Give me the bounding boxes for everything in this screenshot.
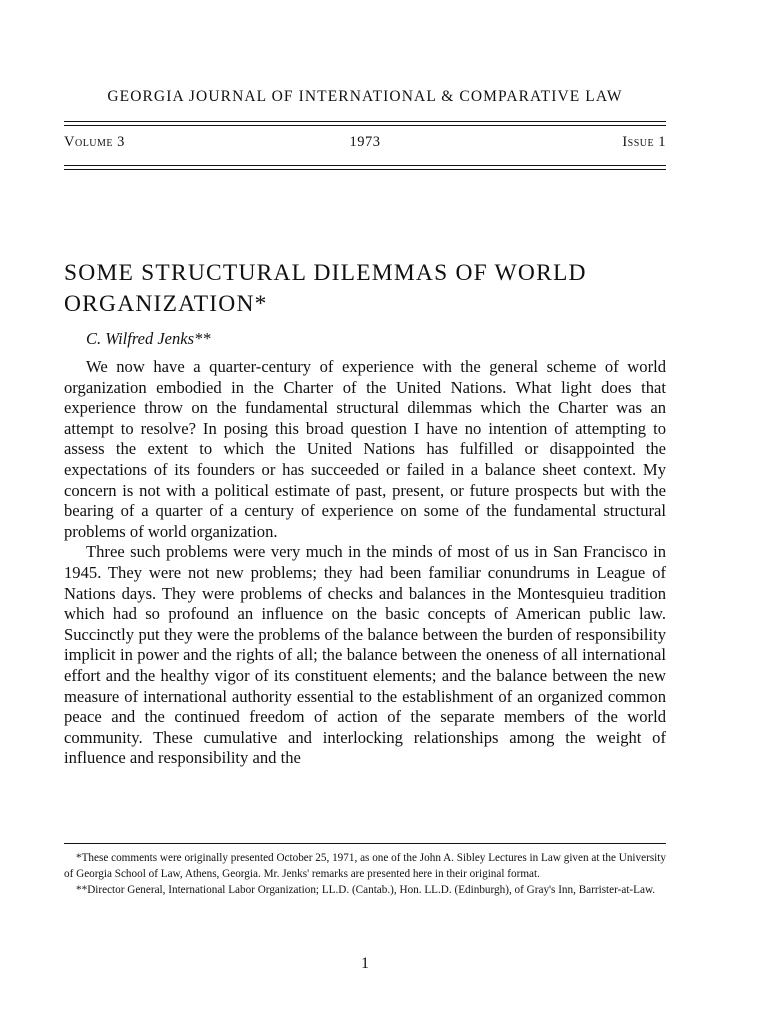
- volume-label: Volume 3: [64, 134, 125, 150]
- footnotes: [64, 851, 666, 898]
- author-name: C. Wilfred Jenks**: [86, 329, 211, 348]
- footnote: **Director General, International Labor Organization; LL.D. (Cantab.), Hon. LL.D. (Edinburgh), of Gray's Inn, Barrister-at-Law.: [76, 883, 656, 896]
- volume-row: [64, 134, 666, 154]
- article-body: [64, 357, 666, 769]
- header-rule-top: [64, 121, 666, 122]
- article-title: SOME STRUCTURAL DILEMMAS OF WORLD ORGANIZATION*: [64, 260, 587, 317]
- year-label: 1973: [349, 134, 381, 150]
- issue-label: Issue 1: [622, 134, 666, 150]
- footnote-divider: [64, 843, 666, 844]
- footnote: *These comments were originally presented October 25, 1971, as one of the John A. Sibley Lectures in Law given at the University of Georgia School of Law, Athens, Georgia. Mr. Jenks' remarks are presented here in their original format.: [64, 852, 666, 880]
- header-rule-bottom: [64, 165, 666, 166]
- header-rule-bottom-2: [64, 169, 666, 170]
- body-paragraph: Three such problems were very much in the minds of most of us in San Francisco in 1945. They were not new problems; they had been familiar conundrums in League of Nations days. They were problems of checks and balances in the Montesquieu tradition which had so profound an influence on the basic concepts of American public law. Succinctly put they were the problems of the balance between the burden of responsibility implicit in power and the rights of all; the balance between the oneness of all international effort and the healthy vigor of its constituent elements; and the balance between the new measure of international authority essential to the establishment of an organized common peace and the continued freedom of action of the separate members of the world community. These cumulative and interlocking relationships among the weight of influence and responsibility and the: [64, 542, 666, 768]
- document-page: [64, 0, 666, 1024]
- header-rule-top-2: [64, 125, 666, 126]
- journal-title: GEORGIA JOURNAL OF INTERNATIONAL & COMPARATIVE LAW: [107, 88, 623, 105]
- page-number: 1: [361, 955, 369, 972]
- body-paragraph: We now have a quarter-century of experience with the general scheme of world organization embodied in the Charter of the United Nations. What light does that experience throw on the fundamental structural dilemmas which the Charter was an attempt to resolve? In posing this broad question I have no intention of attempting to assess the extent to which the United Nations has fulfilled or disappointed the expectations of its founders or has succeeded or failed in a balance sheet context. My concern is not with a political estimate of past, present, or future prospects but with the bearing of a quarter of a century of experience on some of the fundamental structural problems of world organization.: [64, 357, 666, 541]
